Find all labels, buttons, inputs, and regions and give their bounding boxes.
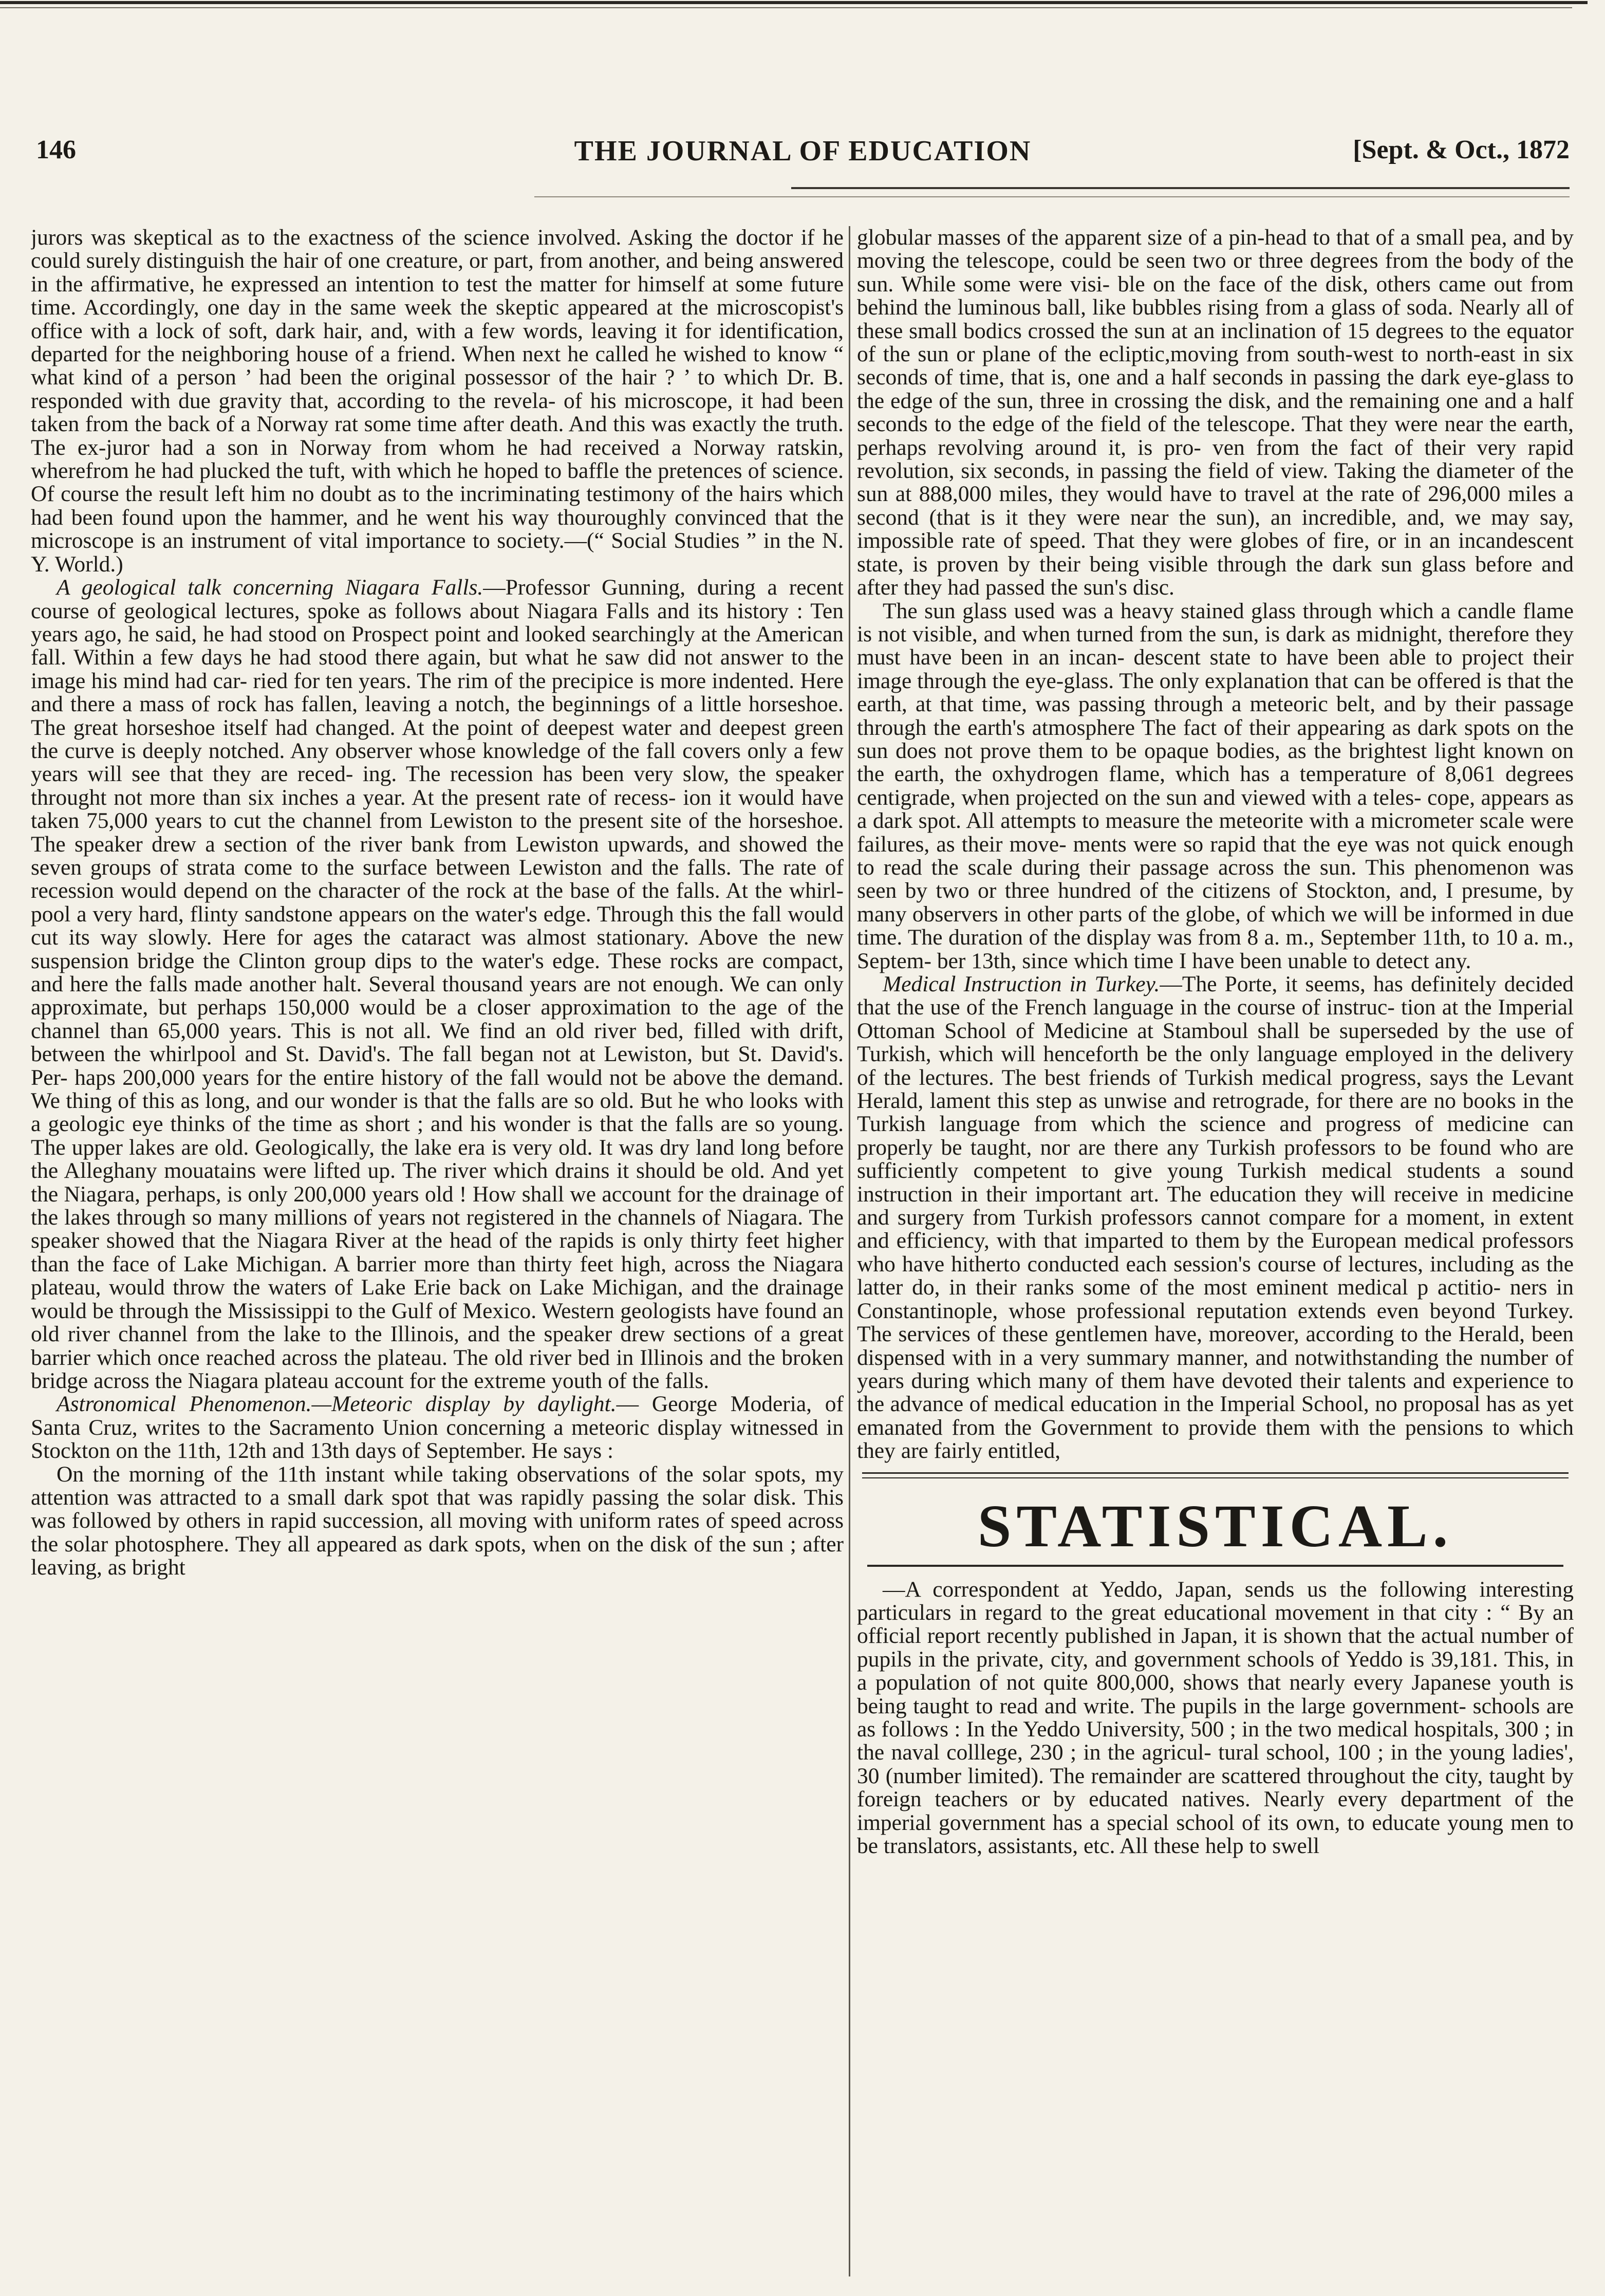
- header-rule: [791, 187, 1570, 189]
- meteoric-article-intro: [31, 1393, 844, 1462]
- right-column: [857, 226, 1574, 2276]
- turkey-body: —The Porte, it seems, has definitely decided that the use of the French language in the course of instruc- tion at the Imperial Ottoman School of Medicine at Stamboul shall be superseded by the use of Turkish, which will henceforth be the only language employed in the delivery of the lectures. The best friends of Turkish medical progress, says the Levant Herald, lament this step as unwise and retrograde, for there are no books in the Turkish language from which the science and progress of medicine can properly be taught, nor are there any Turkish professors to be found who are sufficiently competent to give young Turkish medical students a sound instruction in their important art. The education they will receive in medicine and surgery from Turkish professors cannot compare for a moment, in extent and efficiency, with that imparted to them by the European medical professors who have hitherto conducted each session's course of lectures, including as the latter do, in their ranks some of the most eminent medical p actitio- ners in Constantinople, whose professional reputation extends even beyond Turkey. The services of these gentlemen have, moreover, according to the Herald, been dispensed with in a very summary manner, and notwithstanding the number of years during which many of them have devoted their talents and experience to the advance of medical education in the Imperial School, no proposal has as yet emanated from the Government to provide them with the pensions to which they are fairly entitled,: [857, 972, 1574, 1464]
- section-title-rule: [867, 1565, 1563, 1567]
- statistical-section-title: STATISTICAL.: [977, 1492, 1453, 1560]
- microscope-story-paragraph: jurors was skeptical as to the exactness of the science involved. Asking the doctor if he could surely distinguish the hair of one creature, or part, from another, and being answered in the affirmative, he expressed an intention to test the matter for himself at some future time. Accordingly, one day in the same week the skeptic appeared at the microscopist's office with a lock of soft, dark hair, and, with a few words, leaving it for identification, departed for the neighboring house of a friend. When next he called he wished to know “ what kind of a person ’ had been the original possessor of the hair ? ’ to which Dr. B. responded with due gravity that, according to the revela- of his microscope, it had been taken from the back of a Norway rat some time after death. And this was exactly the truth. The ex-juror had a son in Norway from whom he had received a Norway ratskin, wherefrom he had plucked the tuft, with which he hoped to baffle the pretences of science. Of course the result left him no doubt as to the incriminating testimony of the hairs which had been found upon the hammer, and he went his way thouroughly convinced that the microscope is an instrument of vital importance to society.—(“ Social Studies ” in the N. Y. World.): [31, 226, 844, 577]
- sun-glass-paragraph: The sun glass used was a heavy stained glass through which a candle flame is not visible, and when turned from the sun, is dark as midnight, therefore they must have been in an incan- descent state to have been able to project their image through the eye-glass. The only explanation that can be offered is that the earth, at that time, was passing through a meteoric belt, and by their passage through the earth's atmosphere The fact of their appearing as dark spots on the sun does not prove them to be opaque bodies, as the brightest light known on the earth, the oxhydrogen flame, which has a temperature of 8,061 degrees centigrade, when projected on the sun and viewed with a teles- cope, appears as a dark spot. All attempts to measure the meteorite with a micrometer scale were failures, as their move- ments were so rapid that the eye was not quick enough to read the scale during their passage across the sun. This phenomenon was seen by two or three hundred of the citizens of Stockton, and, I presume, by many observers in other parts of the globe, of which we will be informed in due time. The duration of the display was from 8 a. m., September 11th, to 10 a. m., Septem- ber 13th, since which time I have been unable to detect any.: [857, 598, 1574, 973]
- niagara-body: —Professor Gunning, during a recent course of geological lectures, spoke as follows about Niagara Falls and its history : Ten years ago, he said, he had stood on Prospect point and looked searchingly at the American fall. Within a few days he had stood there again, but what he saw did not answer to the image his mind had car- ried for ten years. The rim of the precipice is more indented. Here and there a mass of rock has fallen, leaving a notch, the beginnings of a little horseshoe. The great horseshoe itself had changed. At the point of deepest water and deepest green the curve is deeply notched. Any observer whose knowledge of the fall covers only a few years will see that they are reced- ing. The recession has been very slow, the speaker throught not more than six inches a year. At the present rate of recess- ion it would have taken 75,000 years to cut the channel from Lewiston to the present site of the horseshoe. The speaker drew a section of the river bank from Lewiston upwards, and showed the seven groups of strata come to the surface between Lewiston and the falls. The rate of recession would depend on the character of the rock at the base of the falls. At the whirl- pool a very hard, flinty sandstone appears on the water's edge. Through this the fall would cut its way slowly. Here for ages the cataract was almost stationary. Above the new suspension bridge the Clinton group dips to the water's edge. These rocks are compact, and here the falls made another halt. Several thousand years are not enough. We can only approximate, but perhaps 150,000 would be a closer approximation to the age of the channel than 65,000 years. This is not all. We find an old river bed, filled with drift, between the whirlpool and St. David's. The fall began not at Lewiston, but St. David's. Per- haps 200,000 years for the entire history of the fall would not be above the demand. We thing of this as long, and our wonder is that the falls are so old. But he who looks with a geologic eye thinks of the time as short ; and his wonder is that the falls are so young. The upper lakes are old. Geologically, the lake era is very old. It was dry land long before the Alleghany mouatains were lifted up. The river which drains it should be old. And yet the Niagara, perhaps, is only 200,000 years old ! How shall we account for the drainage of the lakes through so many millions of years not registered in the channels of Niagara. The speaker showed that the Niagara River at the head of the rapids is only thirty feet higher than the face of Lake Michigan. A barrier more than thirty feet high, across the Niagara plateau, would throw the waters of Lake Erie back on Lake Michigan, and the drainage would be through the Mississippi to the Gulf of Mexico. Western geologists have found an old river channel from the lake to the Illinois, and the speaker drew sections of a great barrier which once reached across the plateau. The old river bed in Illinois and the broken bridge across the Niagara plateau account for the extreme youth of the falls.: [31, 575, 844, 1393]
- top-border-thin-rule: [0, 7, 1572, 8]
- turkey-heading: Medical Instruction in Turkey.: [883, 972, 1160, 996]
- running-header: [36, 135, 1570, 176]
- niagara-article: [31, 576, 844, 1393]
- meteoric-observation-paragraph: On the morning of the 11th instant while taking observations of the solar spots, my attention was attracted to a small dark spot that was rapidly passing the solar disk. This was followed by others in rapid succession, all moving with uniform rates of speed across the solar photosphere. They all appeared as dark spots, when on the disk of the sun ; after leaving, as bright: [31, 1461, 844, 1580]
- column-divider: [849, 226, 850, 2276]
- page-number: 146: [36, 135, 76, 164]
- top-border-rule: [0, 1, 1588, 4]
- header-rule-thin: [534, 196, 1570, 197]
- section-break-rule: [857, 1470, 1574, 1485]
- niagara-heading: A geological talk concerning Niagara Falls.: [57, 575, 483, 600]
- issue-date: [Sept. & Oct., 1872: [1353, 135, 1570, 164]
- yeddo-paragraph: —A correspondent at Yeddo, Japan, sends us the following interesting particulars in regard to the great educational movement in that city : “ By an official report recently published in Japan, it is shown that the actual number of pupils in the private, city, and government schools of Yeddo is 39,181. This, in a population of not quite 800,000, shows that nearly every Japanese youth is being taught to read and write. The pupils in the large government- schools are as follows : In the Yeddo University, 500 ; in the two medical hospitals, 300 ; in the naval colllege, 230 ; in the agricul- tural school, 100 ; in the young ladies', 30 (number limited). The remainder are scattered throughout the city, taught by foreign teachers or by educated natives. Nearly every department of the imperial government has a special school of its own, to educate young men to be translators, assistants, etc. All these help to swell: [857, 1577, 1574, 1858]
- left-column: [31, 226, 844, 2276]
- meteoric-intro-body: — George Moderia, of Santa Cruz, writes to the Sacramento Union concerning a meteoric display witnessed in Stockton on the 11th, 12th and 13th days of September. He says :: [31, 1392, 844, 1464]
- meteoric-continuation-paragraph: globular masses of the apparent size of a pin-head to that of a small pea, and by moving the telescope, could be seen two or three degrees from the body of the sun. While some were visi- ble on the face of the disk, others came out from behind the luminous ball, like bubbles rising from a glass of soda. Nearly all of these small bodics crossed the sun at an inclination of 15 degrees to the equator of the sun or plane of the ecliptic,moving from south-west to north-east in six seconds of time, that is, one and a half seconds in passing the dark eye-glass to the edge of the sun, three in crossing the disk, and the remaining one and a half seconds to the edge of the field of the telescope. That they were near the earth, perhaps revolving around it, is pro- ven from the fact of their very rapid revolution, six seconds, in passing the field of view. Taking the diameter of the sun at 888,000 miles, they would have to travel at the rate of 296,000 miles a second (that is it they were near the sun), an incredible, and, we may say, impossible rate of speed. That they were globes of fire, or in an incandescent state, is proven by their being visible through the dark sun glass before and after they had passed the sun's disc.: [857, 226, 1574, 600]
- journal-title: THE JOURNAL OF EDUCATION: [574, 135, 1032, 167]
- meteoric-heading: Astronomical Phenomenon.—Meteoric display by daylight.: [57, 1392, 617, 1417]
- turkey-article: [857, 973, 1574, 1463]
